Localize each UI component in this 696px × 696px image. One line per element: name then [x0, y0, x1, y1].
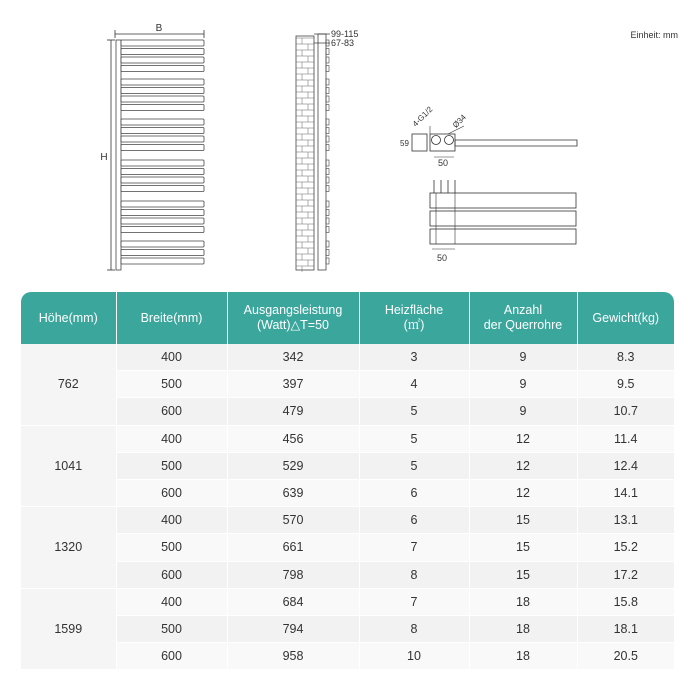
cell-breite: 400 — [116, 588, 227, 615]
table-row — [21, 615, 674, 642]
table-row — [21, 561, 674, 588]
header-gewicht: Gewicht(kg) — [577, 292, 674, 344]
cell-leistung: 456 — [227, 425, 359, 452]
diameter-label: Ø34 — [450, 112, 468, 130]
cell-gewicht: 13.1 — [577, 507, 674, 534]
connection-detail-drawing — [400, 104, 577, 168]
table-header-row — [21, 292, 674, 344]
height-59-label: 59 — [400, 139, 409, 148]
side-view-drawing — [296, 29, 358, 272]
cell-leistung: 661 — [227, 534, 359, 561]
cell-hoehe: 1041 — [21, 425, 116, 507]
cell-leistung: 570 — [227, 507, 359, 534]
header-hoehe: Höhe(mm) — [21, 292, 116, 344]
cell-gewicht: 10.7 — [577, 398, 674, 425]
offset-label-2: 67-83 — [331, 38, 355, 48]
cell-anzahl: 15 — [469, 534, 577, 561]
table-row — [21, 534, 674, 561]
header-anzahl: Anzahl der Querrohre — [469, 292, 577, 344]
cell-breite: 400 — [116, 425, 227, 452]
cell-flaeche: 10 — [359, 643, 469, 670]
cell-hoehe: 1599 — [21, 588, 116, 670]
cell-anzahl: 9 — [469, 344, 577, 371]
cell-leistung: 479 — [227, 398, 359, 425]
front-rails — [121, 40, 204, 264]
cell-anzahl: 15 — [469, 507, 577, 534]
cell-gewicht: 20.5 — [577, 643, 674, 670]
table-row — [21, 588, 674, 615]
table-row — [21, 425, 674, 452]
cell-gewicht: 15.8 — [577, 588, 674, 615]
cell-leistung: 529 — [227, 452, 359, 479]
cell-anzahl: 15 — [469, 561, 577, 588]
cell-breite: 500 — [116, 452, 227, 479]
header-leistung: Ausgangsleistung (Watt)△T=50 — [227, 292, 359, 344]
table-row — [21, 371, 674, 398]
cell-leistung: 798 — [227, 561, 359, 588]
table-row — [21, 398, 674, 425]
cell-leistung: 397 — [227, 371, 359, 398]
cell-flaeche: 4 — [359, 371, 469, 398]
cell-leistung: 794 — [227, 615, 359, 642]
cell-flaeche: 8 — [359, 615, 469, 642]
table-row — [21, 344, 674, 371]
cell-leistung: 342 — [227, 344, 359, 371]
cell-flaeche: 3 — [359, 344, 469, 371]
offset-label-1: 99-115 — [331, 29, 359, 39]
width-50-label-bottom: 50 — [437, 253, 448, 263]
cell-breite: 600 — [116, 561, 227, 588]
cell-hoehe: 762 — [21, 344, 116, 425]
cell-anzahl: 9 — [469, 371, 577, 398]
cell-flaeche: 6 — [359, 507, 469, 534]
height-h-label: H — [100, 152, 108, 163]
cell-gewicht: 17.2 — [577, 561, 674, 588]
width-b-label: B — [155, 23, 163, 34]
spec-table — [21, 292, 674, 670]
cell-breite: 400 — [116, 344, 227, 371]
cell-anzahl: 9 — [469, 398, 577, 425]
cell-breite: 600 — [116, 643, 227, 670]
cell-anzahl: 12 — [469, 425, 577, 452]
cell-anzahl: 18 — [469, 643, 577, 670]
cell-gewicht: 9.5 — [577, 371, 674, 398]
cell-gewicht: 12.4 — [577, 452, 674, 479]
cell-breite: 600 — [116, 398, 227, 425]
cell-anzahl: 12 — [469, 452, 577, 479]
cell-flaeche: 7 — [359, 534, 469, 561]
table-body — [21, 344, 674, 670]
cell-flaeche: 5 — [359, 425, 469, 452]
table-row — [21, 507, 674, 534]
connector-label: 4-G1/2 — [410, 104, 435, 129]
header-heizflaeche: Heizfläche (㎡) — [359, 292, 469, 344]
cell-gewicht: 15.2 — [577, 534, 674, 561]
width-50-label-top: 50 — [438, 158, 449, 168]
cell-anzahl: 18 — [469, 615, 577, 642]
cell-breite: 500 — [116, 615, 227, 642]
cell-flaeche: 8 — [359, 561, 469, 588]
cell-flaeche: 5 — [359, 398, 469, 425]
cell-breite: 500 — [116, 534, 227, 561]
unit-note: Einheit: mm — [630, 30, 678, 40]
cell-flaeche: 5 — [359, 452, 469, 479]
cell-flaeche: 7 — [359, 588, 469, 615]
table-row — [21, 479, 674, 506]
cell-breite: 600 — [116, 479, 227, 506]
cell-leistung: 639 — [227, 479, 359, 506]
front-view-drawing — [100, 23, 204, 270]
table-row — [21, 643, 674, 670]
cell-anzahl: 18 — [469, 588, 577, 615]
header-breite: Breite(mm) — [116, 292, 227, 344]
table-row — [21, 452, 674, 479]
technical-drawing-area — [0, 0, 696, 290]
side-rails — [326, 40, 329, 264]
cell-gewicht: 11.4 — [577, 425, 674, 452]
cell-leistung: 958 — [227, 643, 359, 670]
cell-gewicht: 18.1 — [577, 615, 674, 642]
technical-drawing — [0, 0, 696, 290]
bottom-detail-drawing — [430, 180, 576, 263]
cell-gewicht: 14.1 — [577, 479, 674, 506]
cell-anzahl: 12 — [469, 479, 577, 506]
cell-hoehe: 1320 — [21, 507, 116, 589]
cell-leistung: 684 — [227, 588, 359, 615]
cell-flaeche: 6 — [359, 479, 469, 506]
cell-breite: 400 — [116, 507, 227, 534]
cell-gewicht: 8.3 — [577, 344, 674, 371]
cell-breite: 500 — [116, 371, 227, 398]
